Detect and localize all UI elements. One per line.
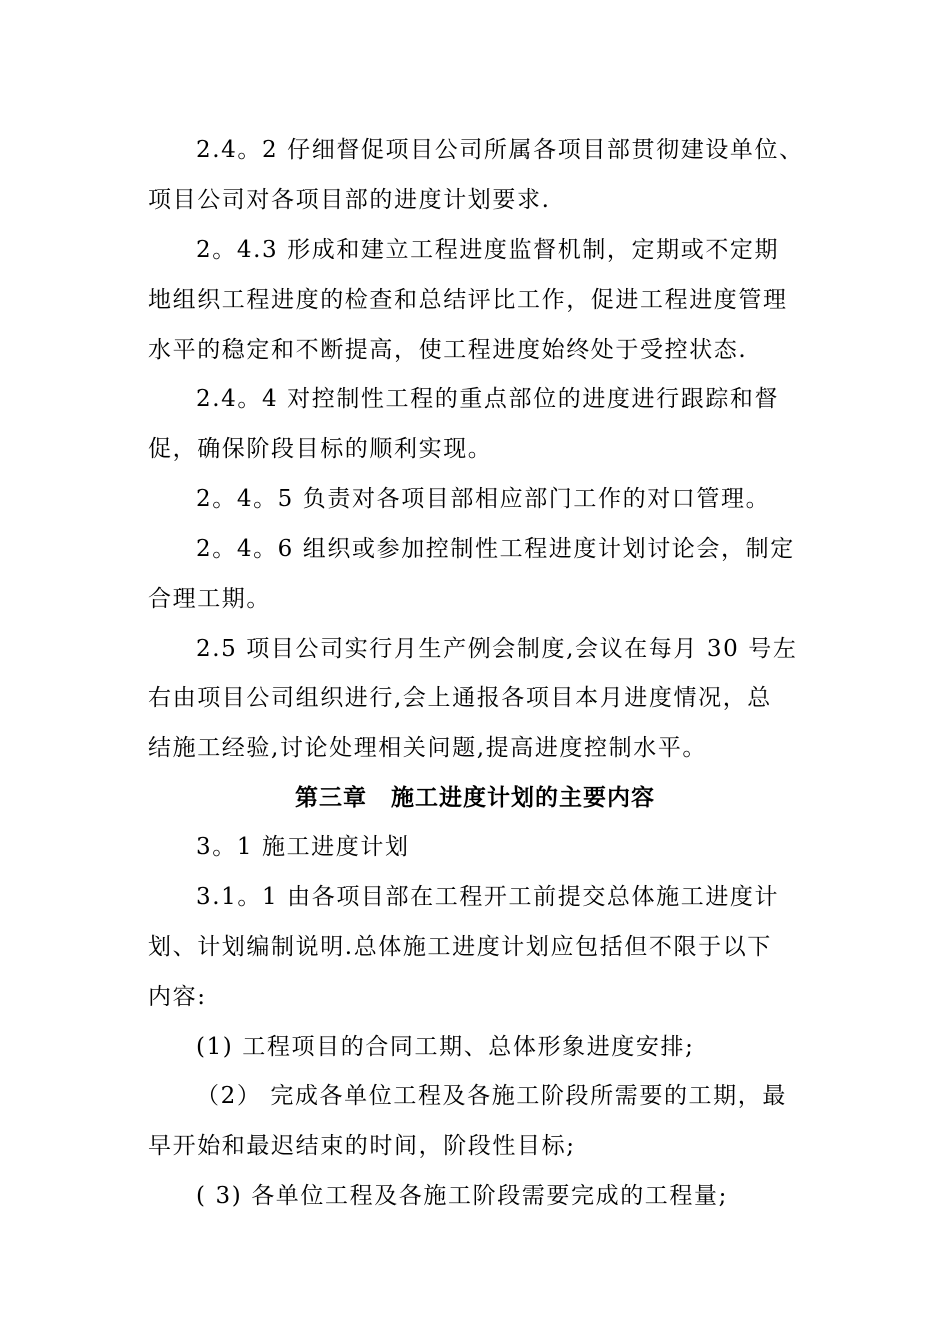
list-item-2-line-1: （2） 完成各单位工程及各施工阶段所需要的工期，最 — [196, 1083, 787, 1109]
paragraph-2-4-4-line-2: 促，确保阶段目标的顺利实现。 — [148, 436, 493, 462]
paragraph-2-5-line-3: 结施工经验,讨论处理相关问题,提高进度控制水平。 — [148, 735, 708, 761]
section-3-1-heading: 3。1 施工进度计划 — [196, 834, 410, 860]
paragraph-2-4-6-line-2: 合理工期。 — [148, 586, 271, 612]
paragraph-2-4-3-line-3: 水平的稳定和不断提高，使工程进度始终处于受控状态. — [148, 337, 748, 363]
chapter-heading: 第三章 施工进度计划的主要内容 — [295, 784, 655, 811]
paragraph-2-4-2-line-2: 项目公司对各项目部的进度计划要求. — [148, 187, 551, 213]
paragraph-2-4-6-line-1: 2。4。6 组织或参加控制性工程进度计划讨论会，制定 — [196, 536, 795, 562]
paragraph-2-4-2-line-1: 2.4。2 仔细督促项目公司所属各项目部贯彻建设单位、 — [196, 137, 804, 163]
list-item-2-line-2: 早开始和最迟结束的时间，阶段性目标; — [148, 1133, 576, 1159]
paragraph-2-4-3-line-2: 地组织工程进度的检查和总结评比工作，促进工程进度管理 — [148, 287, 788, 313]
list-item-3: ( 3) 各单位工程及各施工阶段需要完成的工程量; — [196, 1183, 728, 1209]
paragraph-3-1-1-line-3: 内容: — [148, 984, 207, 1010]
paragraph-2-4-4-line-1: 2.4。4 对控制性工程的重点部位的进度进行跟踪和督 — [196, 386, 780, 412]
paragraph-2-4-5-line-1: 2。4。5 负责对各项目部相应部门工作的对口管理。 — [196, 486, 771, 512]
paragraph-2-5-line-1: 2.5 项目公司实行月生产例会制度,会议在每月 30 号左 — [196, 636, 798, 662]
paragraph-3-1-1-line-2: 划、计划编制说明.总体施工进度计划应包括但不限于以下 — [148, 934, 772, 960]
paragraph-2-4-3-line-1: 2。4.3 形成和建立工程进度监督机制，定期或不定期 — [196, 237, 780, 263]
paragraph-2-5-line-2: 右由项目公司组织进行,会上通报各项目本月进度情况，总 — [148, 685, 772, 711]
list-item-1: (1) 工程项目的合同工期、总体形象进度安排; — [196, 1034, 695, 1060]
paragraph-3-1-1-line-1: 3.1。1 由各项目部在工程开工前提交总体施工进度计 — [196, 884, 780, 910]
